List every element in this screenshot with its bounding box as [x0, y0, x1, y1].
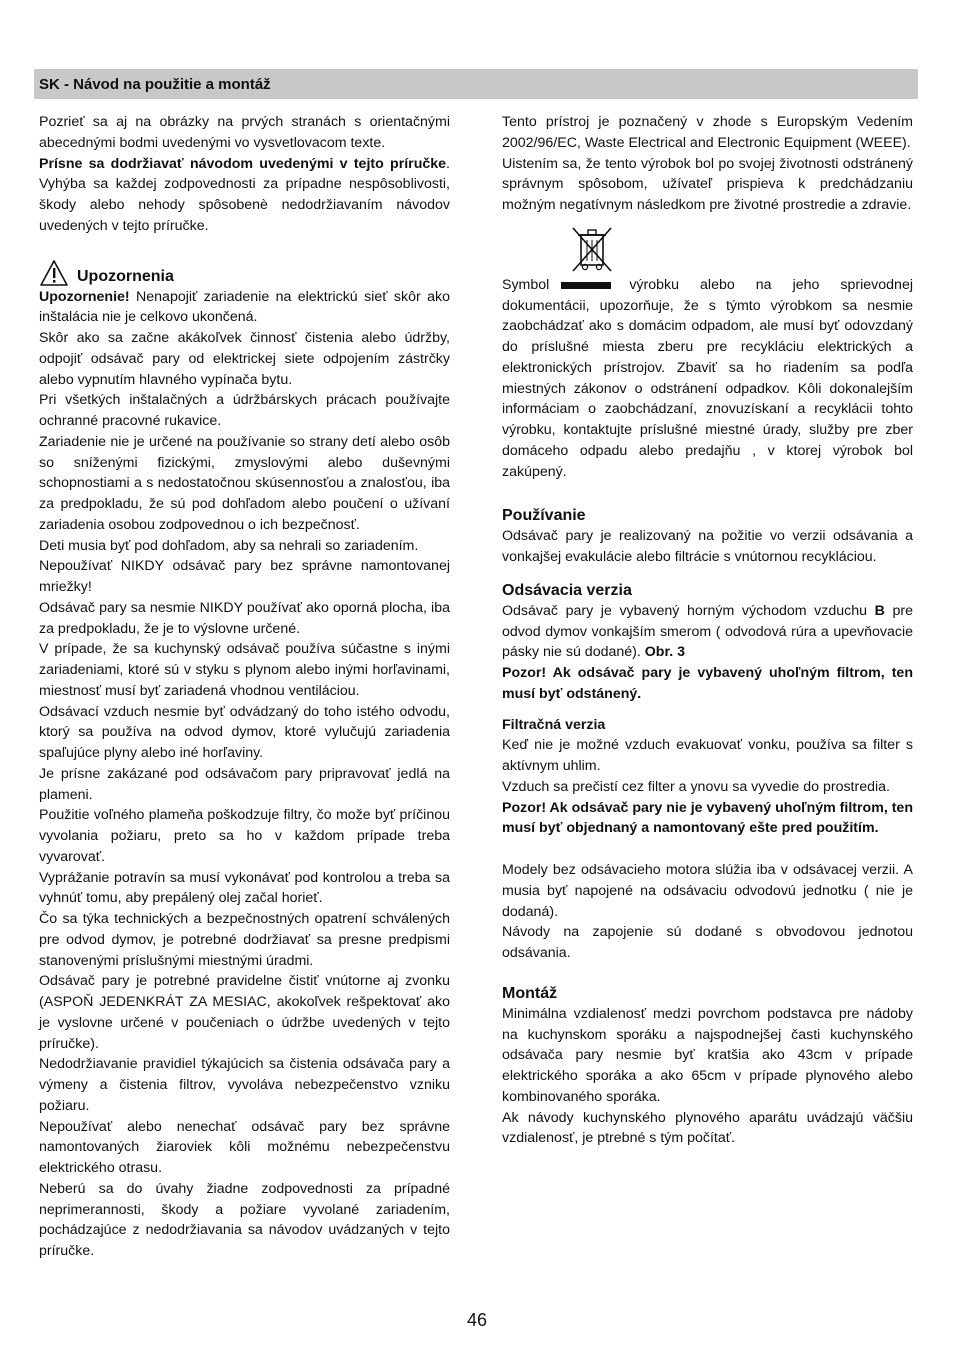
- filter-warning: Pozor! Ak odsávač pary nie je vybavený uhoľným filtrom, ten musí byť objednaný a namontovaný ešte pred použitím.: [502, 799, 913, 837]
- warning-text: Skôr ako sa začne akákoľvek činnosť čistenia alebo údržby, odpojiť odsávač pary od elektrickej siete odpojením zástrčky alebo vypnutím hlavného vypínača bytu.: [39, 330, 450, 388]
- weee-symbol: [502, 225, 913, 275]
- warning-text: Deti musia byť pod dohľadom, aby sa nehrali so zariadením.: [39, 537, 419, 554]
- warning-text: Nepoužívať NIKDY odsávač pary bez správne namontovanej mriežky!: [39, 558, 450, 595]
- suction-warning: Pozor! Ak odsávač pary je vybavený uhoľným filtrom, ten musí byť odstánený.: [502, 665, 913, 702]
- filter-text: Keď nie je možné vzduch evakuovať vonku, používa sa filter s aktívnym uhlim.: [502, 737, 913, 774]
- use-text: Odsávač pary je realizovaný na požitie vo verzii odsávania a vonkajšej evakulácie alebo filtrácie s vnútornou recykláciou.: [502, 528, 913, 565]
- warnings-heading-row: [39, 255, 450, 287]
- warning-text: Vyprážanie potravín sa musí vykonávať pod kontrolou a treba sa vyhnúť tomu, aby prepálený olej začal horieť.: [39, 869, 450, 907]
- right-column: [502, 112, 913, 1149]
- section-header-bar: [34, 69, 918, 99]
- weee-paragraph: Tento prístroj je poznačený v zhode s Europským Vedením 2002/96/EC, Waste Electrical and Electronic Equipment (WEEE).: [502, 114, 913, 151]
- warning-text: Čo sa týka technických a bezpečnostných opatrení schválených pre odvod dymov, je potrebné dodržiavať sa presne predpismi stanovenými príslušnými miestnými úradmi.: [39, 911, 450, 969]
- intro-instructions: Prísne sa dodržiavať návodom uvedenými v tejto príručke. Vyhýba sa každej zodpovednosti za prípadne nespôsoblivosti, škody alebo nehody spôsobenè nedodržiavaním návodov uvedených v tejto príručke.: [39, 155, 450, 234]
- mount-text: Minimálna vzdialenosť medzi povrchom podstavca pre nádoby na kuchynskom sporáku a najspodnejšej časti kuchynského odsávača pary nesmie byť kratšia ako 43cm v prípade elektrického sporáka a ako 65cm v prípade plynového alebo kombinovaného sporáka.: [502, 1005, 913, 1105]
- filter-text: Vzduch sa prečistí cez filter a ynovu sa vyvedie do prostredia.: [502, 778, 890, 795]
- warning-text: V prípade, že sa kuchynský odsávač používa súčastne s inými zariadeniami, ktoré sú v styku s plynom alebo inými horľavinami, miestnosť musí byť zariadená vhodnou ventiláciou.: [39, 641, 450, 699]
- warning-text: Nepoužívať alebo nenechať odsávač pary bez správne namontovaných žiaroviek kôli možnému nebezpečenstvu elektrického otrasu.: [39, 1118, 450, 1176]
- left-column: [39, 112, 450, 1262]
- filter-heading: Filtračná verzia: [502, 716, 606, 733]
- intro-paragraph: Pozrieť sa aj na obrázky na prvých stranách s orientačnými abecednými bodmi uvedenými vo vysvetlovacom texte.: [39, 114, 450, 151]
- weee-bar-icon: [561, 282, 611, 289]
- crossed-bin-icon: [570, 225, 614, 273]
- models-text: Návody na zapojenie sú dodané s obvodovou jednotou odsávania.: [502, 924, 913, 961]
- suction-heading: Odsávacia verzia: [502, 581, 632, 599]
- warning-text: Odsávací vzduch nesmie byť odvádzaný do toho istého odvodu, ktorý sa používa na odvod dymov, ktoré vylučujú zariadenia spaľujúce plyny alebo iné horľaviny.: [39, 703, 450, 761]
- warning-text: Odsávač pary je potrebné pravidelne čistiť vnútorne aj zvonku (ASPOŇ JEDENKRÁT ZA MESIAC, akokoľvek rešpektovať ako je vyslovne určené v poučeniach o údržbe uvedených v tejto príručke).: [39, 973, 450, 1052]
- models-text: Modely bez odsávacieho motora slúžia iba v odsávacej verzii. A musia byť napojené na odsávaciu odvodovú jednotku ( nie je dodaná).: [502, 862, 913, 920]
- page-number: 46: [466, 1310, 488, 1330]
- weee-paragraph: Uistením sa, že tento výrobok bol po svojej životnosti odstránený správnym spôsobom, užívateľ prispieva k predchádzaniu možným negatívnym následkom pre životné prostredie a zdravie.: [502, 155, 913, 213]
- warning-text: Odsávač pary sa nesmie NIKDY používať ako oporná plocha, iba za predpokladu, že je to výslovne určené.: [39, 599, 450, 637]
- mount-heading: Montáž: [502, 984, 558, 1002]
- suction-text: Odsávač pary je vybavený horným východom vzduchu B pre odvod dymov vonkajším smerom ( odvodová rúra a upevňovacie pásky nie sú dodané). Obr. 3: [502, 602, 913, 661]
- use-heading: Používanie: [502, 507, 586, 525]
- section-title: SK - Návod na použitie a montáž: [39, 76, 271, 93]
- warnings-heading: Upozornenia: [77, 267, 174, 285]
- warning-text: Je prísne zakázané pod odsávačom pary pripravovať jedlá na plameni.: [39, 765, 450, 803]
- warning-text: Pri všetkých inštalačných a údržbárskych prácach používajte ochranné pracovné rukavice.: [39, 392, 450, 429]
- mount-text: Ak návody kuchynského plynového aparátu uvádzajú väčšiu vzdialenosť, je ptrebné s tým počítať.: [502, 1109, 913, 1147]
- warning-bold: Upozornenie!: [39, 288, 130, 305]
- warning-paragraph: Upozornenie! Nenapojiť zariadenie na elektrickú sieť skôr ako inštalácia nie je celkovo ukončená.: [39, 288, 450, 326]
- warning-text: Neberú sa do úvahy žiadne zodpovednosti za prípadné neprimerannosti, škody a požiare vyvolané zariadením, pochádzajúce z nedodržiavania sa návodov uvádzaných v tejto príručke.: [39, 1180, 450, 1259]
- warning-text: Použitie voľného plameňa poškodzuje filtry, čo može byť príčinou vyvolania požiaru, preto sa ho v každom prípade treba vyvarovať.: [39, 807, 450, 865]
- symbol-paragraph: Symbol výrobku alebo na jeho sprievodnej dokumentácii, upozorňuje, že s týmto výrobkom sa nesmie zaobchádzať ako s domácim odpadom, ale musí byť odovzdaný do príslušné miesta zberu pre recykláciu elektrických a elektronických prístrojov. Zbaviť sa ho riadením sa podľa miestných zákonov o odstránení odpadkov. Kôli dokonalejším informáciam o zaobchádzaní, znovuzískaní a recyklácii tohto výrobku, kontaktujte príslušné miestné úrady, služby pre zber domáceho odpadu alebo predajňu , v ktorej výrobok bol zakúpený.: [502, 276, 913, 480]
- warning-text: Nedodržiavanie pravidiel týkajúcich sa čistenia odsávača pary a výmeny a čistenia filtrov, vyvoláva nebezpečenstvo vzniku požiaru.: [39, 1056, 450, 1114]
- intro-bold: Prísne sa dodržiavať návodom uvedenými v tejto príručke: [39, 155, 447, 172]
- warning-triangle-icon: [39, 259, 69, 287]
- warning-text: Zariadenie nie je určené na používanie so strany detí alebo osôb so sníženými fizickými, zmyslovými alebo duševnými schopnostiami a s nedostatočnou skúsennosťou a znalosťou, iba za predpokladu, že sú pod dohľadom alebo poučení o užívaní zariadenia osobou zodpovednou o ich bezpečnosť.: [39, 433, 450, 533]
